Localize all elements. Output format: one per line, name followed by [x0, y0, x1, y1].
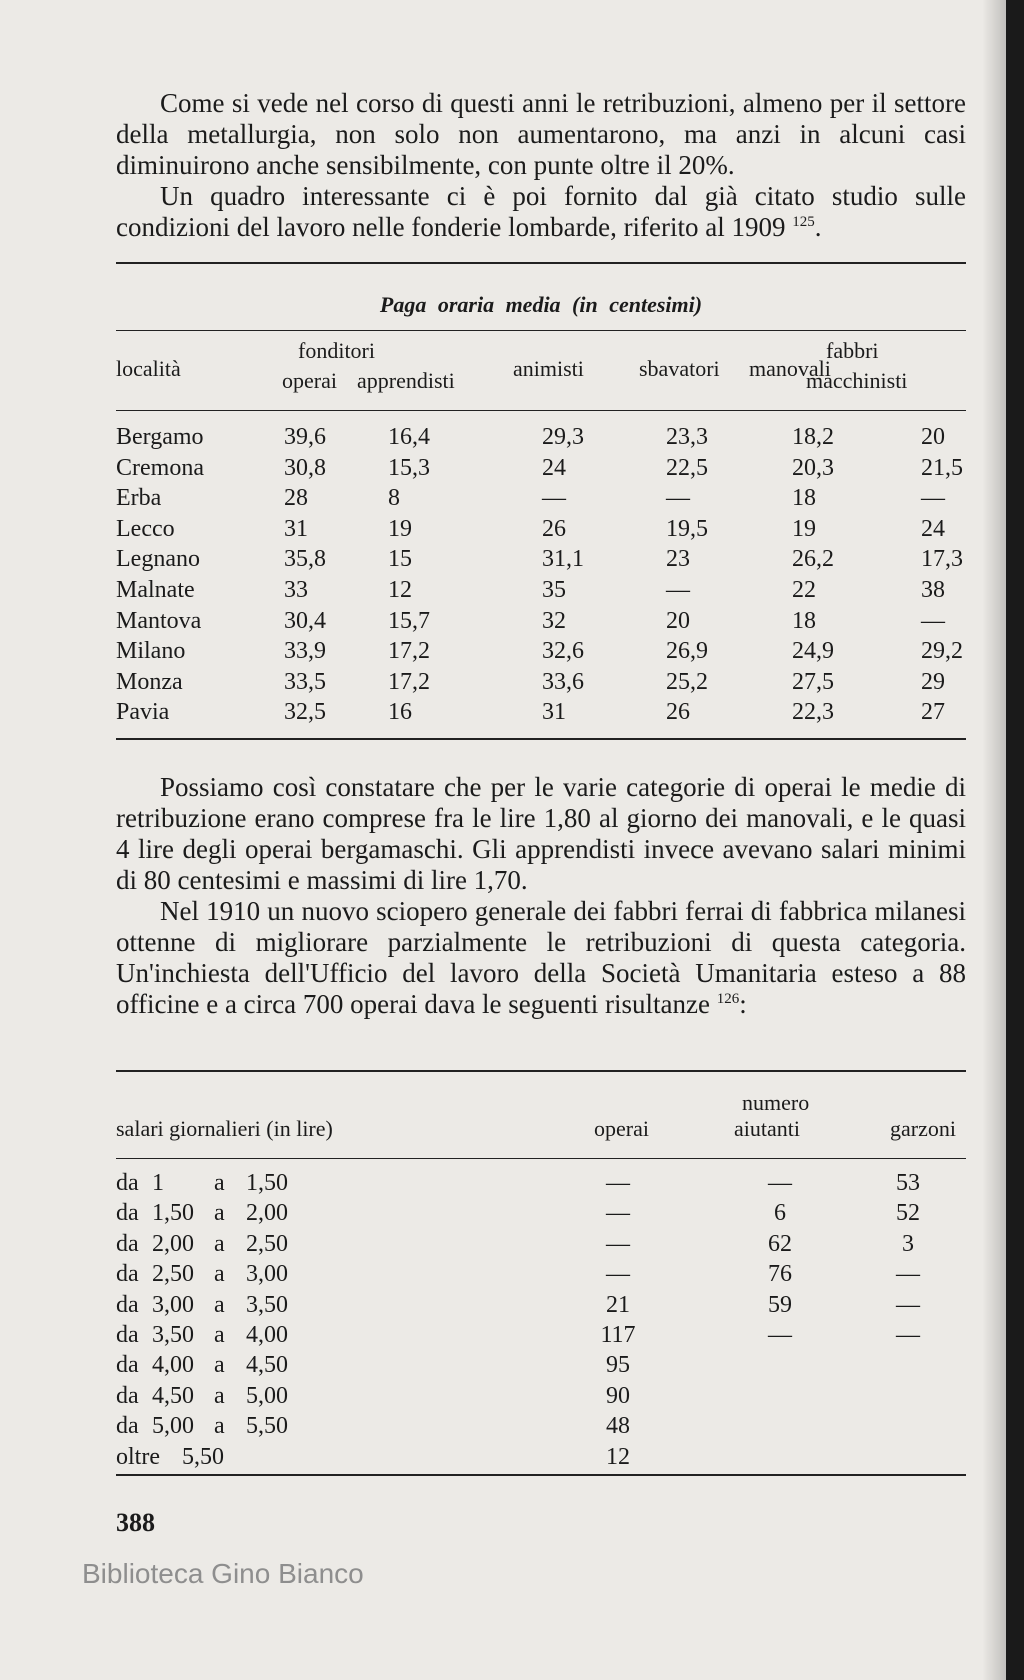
table1-cell-manovali: 22 [792, 577, 816, 603]
table2-row [116, 1292, 966, 1322]
table2-cell-operai: 12 [606, 1443, 630, 1470]
table1-cell-operai: 28 [284, 485, 308, 512]
table2-cell-from: 2,00 [152, 1230, 194, 1257]
table1-header-localita: località [116, 356, 181, 381]
table1-cell-localita: Erba [116, 485, 162, 512]
table1-header-operai: operai [282, 368, 337, 393]
table1-top-rule [116, 262, 966, 264]
table1-row [116, 608, 966, 638]
table2-row [116, 1200, 966, 1230]
table1-cell-animisti: 32,6 [542, 638, 584, 665]
table2-row [116, 1170, 966, 1200]
table2-cell-from: 1,50 [152, 1200, 194, 1227]
table1-cell-sbavatori: 23 [666, 546, 690, 573]
table2-cell-prefix: da [116, 1382, 139, 1409]
table1-cell-operai: 31 [284, 515, 308, 542]
table1-cell-operai: 33,5 [284, 668, 326, 695]
table2-header-salari: salari giornalieri (in lire) [116, 1116, 333, 1141]
table1-cell-localita: Lecco [116, 515, 175, 542]
table2-cell-operai: — [606, 1170, 630, 1196]
table2-cell-garzoni: — [896, 1261, 920, 1288]
table1-cell-fabbri-macchinisti: 29 [921, 668, 945, 695]
table1-cell-operai: 33,9 [284, 638, 326, 665]
intro-paragraph-2-text: Un quadro interessante ci è poi fornito dal già citato studio sulle condizioni del lavoro nelle fonderie lombarde, riferito al 1909 [116, 181, 966, 242]
table1-cell-sbavatori: 23,3 [666, 424, 708, 450]
table2-row [116, 1413, 966, 1443]
table2-header-row [116, 1116, 966, 1146]
page-edge-shadow [982, 0, 1006, 1680]
table1-row [116, 638, 966, 668]
library-watermark: Biblioteca Gino Bianco [82, 1558, 364, 1589]
table2-cell-operai: 48 [606, 1413, 630, 1440]
table1-header-rule [116, 410, 966, 411]
table1-row [116, 424, 966, 454]
table1-cell-sbavatori: 26,9 [666, 638, 708, 665]
table2-header-operai: operai [594, 1116, 649, 1141]
table2-cell-garzoni: 53 [896, 1170, 920, 1196]
table1-cell-animisti: 29,3 [542, 424, 584, 450]
footnote-ref-126: 126 [716, 991, 740, 1007]
table2-cell-prefix: da [116, 1413, 139, 1440]
table1-cell-fabbri-macchinisti: 24 [921, 515, 945, 542]
table2-cell-connector: a [214, 1200, 225, 1227]
table2-cell-from: 2,50 [152, 1261, 194, 1288]
table1-cell-manovali: 18 [792, 485, 816, 512]
table1-cell-animisti: 31 [542, 699, 566, 726]
table2-cell-prefix: da [116, 1230, 139, 1257]
table1-header-sbavatori: sbavatori [639, 356, 720, 381]
table1-cell-fabbri-macchinisti: 17,3 [921, 546, 963, 573]
table1-cell-fabbri-macchinisti: — [921, 607, 945, 634]
table1-row [116, 577, 966, 607]
middle-paragraph-2: Nel 1910 un nuovo sciopero generale dei fabbri ferrai di fabbrica milanesi ottenne di migliorare parzialmente le retribuzioni di questa categoria. Un'inchiesta dell'Ufficio del lavoro della Società Umanitaria esteso a 88 officine e a circa 700 operai dava le seguenti risultanze $^{126}$: [116, 896, 966, 1019]
table1-cell-apprendisti: 15,7 [388, 607, 430, 634]
table2-row [116, 1352, 966, 1382]
table1-cell-localita: Cremona [116, 454, 204, 481]
table2-cell-aiutanti: 6 [774, 1200, 786, 1227]
table2-cell-connector: a [214, 1352, 225, 1379]
table2-cell-prefix: da [116, 1352, 139, 1379]
table2-cell-prefix: da [116, 1261, 139, 1288]
table2-cell-aiutanti: 59 [768, 1291, 792, 1318]
table2-row [116, 1322, 966, 1352]
table1-bottom-rule [116, 738, 966, 740]
table2-top-rule [116, 1070, 966, 1072]
table1-cell-sbavatori: 20 [666, 607, 690, 634]
table2-cell-operai: 90 [606, 1382, 630, 1409]
table1-cell-operai: 35,8 [284, 546, 326, 573]
table2-cell-to: 4,00 [246, 1322, 288, 1348]
table2-cell-connector: a [214, 1291, 225, 1318]
intro-text [116, 88, 966, 243]
table1-header-fabbri: fabbri [826, 338, 879, 363]
table2-cell-operai: 95 [606, 1352, 630, 1379]
table2-cell-aiutanti: 76 [768, 1261, 792, 1288]
middle-paragraph-2-text: Nel 1910 un nuovo sciopero generale dei fabbri ferrai di fabbrica milanesi ottenne di migliorare parzialmente le retribuzioni di questa categoria. Un'inchiesta dell'Ufficio del lavoro della Società Umanitaria esteso a 88 officine e a circa 700 operai dava le seguenti risultanze [116, 896, 966, 1019]
middle-paragraph-1: Possiamo così constatare che per le varie categorie di operai le medie di retribuzione erano comprese fra le lire 1,80 al giorno dei manovali, e le quasi 4 lire degli operai bergamaschi. Gli apprendisti invece avevano salari minimi di 80 centesimi e massimi di lire 1,70. [116, 772, 966, 895]
table1-cell-fabbri-macchinisti: 20 [921, 424, 945, 450]
table1-cell-manovali: 18 [792, 607, 816, 634]
table1-cell-fabbri-macchinisti: 29,2 [921, 638, 963, 665]
table2-header-aiutanti: aiutanti [734, 1116, 800, 1141]
table1-cell-localita: Monza [116, 668, 183, 695]
table2-cell-from: 4,50 [152, 1382, 194, 1409]
middle-text [116, 772, 966, 1020]
table1-cell-localita: Malnate [116, 577, 195, 603]
table2-cell-garzoni: — [896, 1322, 920, 1348]
table2-header-numero: numero [742, 1090, 810, 1115]
table2-cell-operai: — [606, 1200, 630, 1227]
table1-cell-sbavatori: 26 [666, 699, 690, 726]
table2-row [116, 1231, 966, 1261]
table1-header-manovali: manovali [749, 356, 831, 381]
table1-cell-animisti: 33,6 [542, 668, 584, 695]
table2-cell-to: 3,00 [246, 1261, 288, 1288]
table1-cell-apprendisti: 16 [388, 699, 412, 726]
table1-cell-localita: Mantova [116, 607, 202, 634]
table2-header-garzoni: garzoni [890, 1116, 956, 1141]
table2-cell-prefix: da [116, 1200, 139, 1227]
table2-cell-prefix: da [116, 1291, 139, 1318]
table1-cell-fabbri-macchinisti: 21,5 [921, 454, 963, 481]
table1-cell-apprendisti: 8 [388, 485, 400, 512]
table1-cell-localita: Pavia [116, 699, 170, 726]
table1-cell-animisti: 26 [542, 515, 566, 542]
table2-cell-operai: 21 [606, 1291, 630, 1318]
table1-cell-manovali: 27,5 [792, 668, 834, 695]
table2-cell-to: 4,50 [246, 1352, 288, 1379]
table2-cell-prefix: oltre [116, 1443, 160, 1470]
table1-cell-animisti: — [542, 485, 566, 512]
table1-caption: Paga oraria media (in centesimi) [379, 292, 703, 317]
table2-cell-connector: a [214, 1261, 225, 1288]
table1-header-bottom-row [116, 368, 966, 398]
table1-header-fonditori: fonditori [298, 338, 375, 363]
intro-paragraph-1: Come si vede nel corso di questi anni le retribuzioni, almeno per il settore della metallurgia, non solo non aumentarono, ma anzi in alcuni casi diminuirono anche sensibilmente, con punte oltre il 20%. [116, 88, 966, 180]
table2-cell-operai: — [606, 1261, 630, 1288]
table1-header-apprendisti: apprendisti [357, 368, 455, 393]
table1-cell-apprendisti: 15 [388, 546, 412, 573]
page-number: 388 [116, 1508, 155, 1537]
table2-cell-to: 1,50 [246, 1170, 288, 1196]
table1-cell-manovali: 22,3 [792, 699, 834, 726]
table2-cell-prefix: da [116, 1322, 139, 1348]
table1-cell-fabbri-macchinisti: 38 [921, 577, 945, 603]
table1-cell-operai: 39,6 [284, 424, 326, 450]
table1-cell-apprendisti: 19 [388, 515, 412, 542]
table1-cell-animisti: 24 [542, 454, 566, 481]
table2-cell-from: 3,00 [152, 1291, 194, 1318]
table1-cell-operai: 33 [284, 577, 308, 603]
table2-cell-to: 2,00 [246, 1200, 288, 1227]
table1-cell-operai: 30,4 [284, 607, 326, 634]
table2-cell-operai: 117 [600, 1322, 636, 1348]
table2-cell-connector: a [214, 1170, 225, 1196]
table1-cell-manovali: 24,9 [792, 638, 834, 665]
table1-cell-animisti: 35 [542, 577, 566, 603]
table2-cell-connector: a [214, 1382, 225, 1409]
table1-header-macchinisti: macchinisti [806, 368, 908, 393]
table2-cell-garzoni: 3 [902, 1230, 914, 1257]
table2-cell-garzoni: 52 [896, 1200, 920, 1227]
table2-row [116, 1444, 966, 1474]
table2-cell-from: 4,00 [152, 1352, 194, 1379]
table1-cell-apprendisti: 16,4 [388, 424, 430, 450]
table1-cell-animisti: 31,1 [542, 546, 584, 573]
table2-cell-aiutanti: — [768, 1170, 792, 1196]
table1-row [116, 699, 966, 729]
table1-cell-fabbri-macchinisti: 27 [921, 699, 945, 726]
table2-cell-from: 5,00 [152, 1413, 194, 1440]
table1-cell-sbavatori: — [666, 577, 690, 603]
intro-paragraph-2: Un quadro interessante ci è poi fornito dal già citato studio sulle condizioni del lavoro nelle fonderie lombarde, riferito al 1909 $^{125}$. [116, 181, 966, 242]
table2-cell-to: 5,50 [246, 1413, 288, 1440]
table1-row [116, 516, 966, 546]
table1-row [116, 546, 966, 576]
table1-row [116, 485, 966, 515]
table1-cell-sbavatori: 19,5 [666, 515, 708, 542]
table2-bottom-rule [116, 1474, 966, 1476]
table1-header-animisti: animisti [513, 356, 584, 381]
table1-cell-sbavatori: 25,2 [666, 668, 708, 695]
table1-cell-apprendisti: 15,3 [388, 454, 430, 481]
table1-row [116, 669, 966, 699]
table2-cell-aiutanti: — [768, 1322, 792, 1348]
table2-cell-from: 3,50 [152, 1322, 194, 1348]
table2-cell-connector: a [214, 1230, 225, 1257]
table1-cell-localita: Legnano [116, 546, 200, 573]
table1-cell-sbavatori: 22,5 [666, 454, 708, 481]
table1-cell-apprendisti: 17,2 [388, 668, 430, 695]
table2-header-rule [116, 1158, 966, 1159]
table1-cell-animisti: 32 [542, 607, 566, 634]
table1-cell-localita: Bergamo [116, 424, 204, 450]
table2-cell-from: 5,50 [182, 1443, 224, 1470]
table2-row [116, 1261, 966, 1291]
table2-cell-aiutanti: 62 [768, 1230, 792, 1257]
table1-cell-apprendisti: 17,2 [388, 638, 430, 665]
table2-cell-from: 1 [152, 1170, 164, 1196]
table1-caption-rule [116, 330, 966, 331]
table2-cell-prefix: da [116, 1170, 139, 1196]
table2-cell-operai: — [606, 1230, 630, 1257]
table2-cell-to: 2,50 [246, 1230, 288, 1257]
table1-cell-apprendisti: 12 [388, 577, 412, 603]
table1-cell-manovali: 26,2 [792, 546, 834, 573]
table1-cell-manovali: 19 [792, 515, 816, 542]
table1-cell-manovali: 18,2 [792, 424, 834, 450]
table2-cell-connector: a [214, 1413, 225, 1440]
table1-cell-operai: 30,8 [284, 454, 326, 481]
footnote-ref-125: 125 [792, 214, 815, 230]
table1-cell-sbavatori: — [666, 485, 690, 512]
table2-row [116, 1383, 966, 1413]
table2-cell-garzoni: — [896, 1291, 920, 1318]
table1-cell-fabbri-macchinisti: — [921, 485, 945, 512]
table1-cell-localita: Milano [116, 638, 186, 665]
table1-cell-manovali: 20,3 [792, 454, 834, 481]
table1-row [116, 455, 966, 485]
table2-cell-to: 3,50 [246, 1291, 288, 1318]
table1-cell-operai: 32,5 [284, 699, 326, 726]
table2-cell-to: 5,00 [246, 1382, 288, 1409]
table2-cell-connector: a [214, 1322, 225, 1348]
